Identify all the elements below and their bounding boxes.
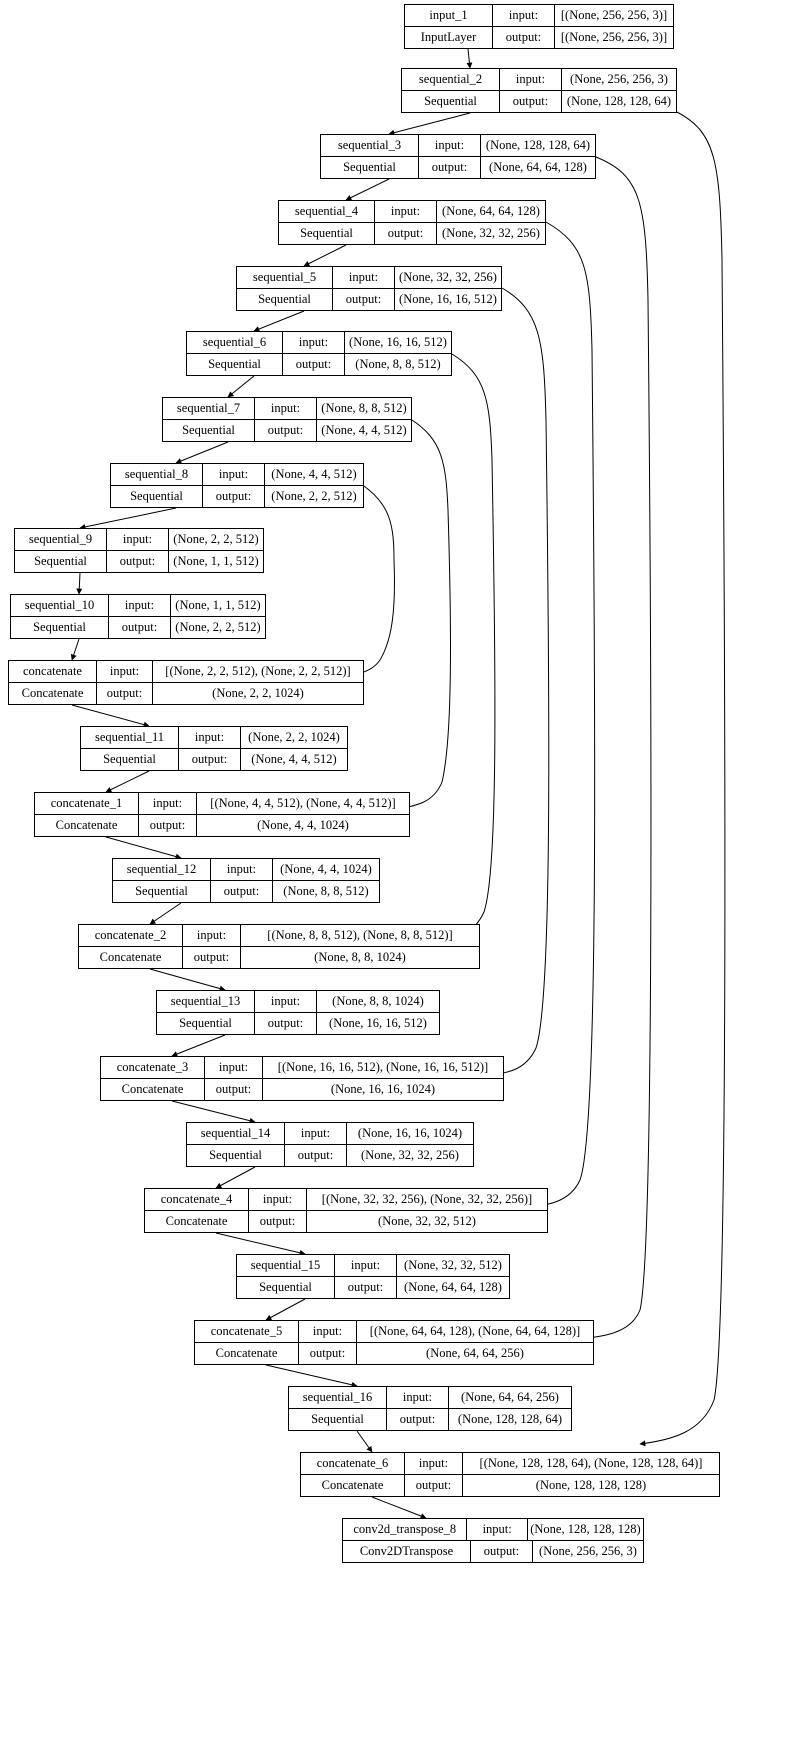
output-label: output:: [255, 1013, 317, 1035]
layer-class: Concatenate: [9, 683, 97, 705]
layer-name: sequential_14: [187, 1123, 285, 1144]
input-label: input:: [255, 991, 317, 1012]
output-shape: (None, 2, 2, 512): [175, 620, 261, 634]
output-label: output:: [203, 486, 265, 508]
input-label: input:: [333, 267, 395, 288]
layer-node-sequential_8: [110, 463, 364, 508]
layer-node-sequential_16: [288, 1386, 572, 1431]
layer-name: sequential_6: [187, 332, 283, 353]
output-label: output:: [333, 289, 395, 311]
input-shape: (None, 64, 64, 256): [461, 1390, 559, 1404]
layer-class: Sequential: [163, 420, 255, 442]
layer-node-concatenate_4: [144, 1188, 548, 1233]
output-label: output:: [109, 617, 171, 639]
input-shape: [(None, 64, 64, 128), (None, 64, 64, 128)]: [369, 1324, 581, 1338]
input-shape: [(None, 8, 8, 512), (None, 8, 8, 512)]: [267, 928, 453, 942]
input-label: input:: [405, 1453, 463, 1474]
output-label: output:: [97, 683, 153, 705]
output-shape: (None, 32, 32, 256): [442, 226, 540, 240]
input-label: input:: [375, 201, 437, 222]
input-shape: (None, 32, 32, 512): [404, 1258, 502, 1272]
output-shape: (None, 256, 256, 3): [539, 1544, 637, 1558]
layer-node-input_1: [404, 4, 674, 49]
output-label: output:: [387, 1409, 449, 1431]
layer-class: Concatenate: [35, 815, 139, 837]
layer-name: input_1: [405, 5, 493, 26]
layer-node-sequential_13: [156, 990, 440, 1035]
output-label: output:: [419, 157, 481, 179]
input-shape: (None, 8, 8, 1024): [332, 994, 424, 1008]
layer-class: Sequential: [11, 617, 109, 639]
output-shape: (None, 2, 2, 512): [271, 489, 357, 503]
layer-name: concatenate_6: [301, 1453, 405, 1474]
input-label: input:: [109, 595, 171, 616]
input-shape: [(None, 16, 16, 512), (None, 16, 16, 512)]: [277, 1060, 489, 1074]
output-label: output:: [107, 551, 169, 573]
output-label: output:: [405, 1475, 463, 1497]
output-shape: (None, 4, 4, 1024): [257, 818, 349, 832]
output-shape: (None, 16, 16, 512): [329, 1016, 427, 1030]
layer-class: Sequential: [402, 91, 500, 113]
layer-class: Sequential: [237, 1277, 335, 1299]
layer-name: concatenate_5: [195, 1321, 299, 1342]
output-shape: (None, 4, 4, 512): [321, 423, 407, 437]
output-shape: (None, 8, 8, 1024): [314, 950, 406, 964]
layer-name: sequential_15: [237, 1255, 335, 1276]
input-shape: (None, 8, 8, 512): [321, 401, 407, 415]
output-shape: (None, 64, 64, 128): [489, 160, 587, 174]
input-label: input:: [299, 1321, 357, 1342]
layer-node-sequential_5: [236, 266, 502, 311]
output-label: output:: [249, 1211, 307, 1233]
input-label: input:: [205, 1057, 263, 1078]
layer-class: InputLayer: [405, 27, 493, 49]
layer-node-sequential_2: [401, 68, 677, 113]
output-shape: (None, 64, 64, 128): [404, 1280, 502, 1294]
output-label: output:: [493, 27, 555, 49]
input-shape: (None, 128, 128, 64): [485, 138, 591, 152]
layer-class: Concatenate: [301, 1475, 405, 1497]
layer-name: sequential_12: [113, 859, 211, 880]
layer-class: Concatenate: [145, 1211, 249, 1233]
layer-node-concatenate: [8, 660, 364, 705]
layer-name: sequential_10: [11, 595, 109, 616]
output-shape: (None, 4, 4, 512): [251, 752, 337, 766]
output-shape: (None, 32, 32, 512): [378, 1214, 476, 1228]
layer-name: sequential_16: [289, 1387, 387, 1408]
input-label: input:: [467, 1519, 527, 1540]
layer-node-concatenate_3: [100, 1056, 504, 1101]
input-shape: (None, 32, 32, 256): [399, 270, 497, 284]
output-shape: (None, 128, 128, 64): [566, 94, 672, 108]
layer-class: Sequential: [279, 223, 375, 245]
input-shape: [(None, 32, 32, 256), (None, 32, 32, 256)]: [321, 1192, 533, 1206]
input-shape: [(None, 4, 4, 512), (None, 4, 4, 512)]: [210, 796, 396, 810]
input-shape: (None, 4, 4, 512): [271, 467, 357, 481]
layer-name: sequential_4: [279, 201, 375, 222]
layer-class: Sequential: [187, 1145, 285, 1167]
output-shape: (None, 8, 8, 512): [283, 884, 369, 898]
layer-node-sequential_3: [320, 134, 596, 179]
input-label: input:: [179, 727, 241, 748]
layer-node-sequential_10: [10, 594, 266, 639]
layer-node-concatenate_5: [194, 1320, 594, 1365]
output-label: output:: [255, 420, 317, 442]
input-label: input:: [183, 925, 241, 946]
layer-class: Concatenate: [101, 1079, 205, 1101]
layer-name: sequential_2: [402, 69, 500, 90]
output-label: output:: [500, 91, 562, 113]
layer-name: concatenate_2: [79, 925, 183, 946]
input-shape: (None, 2, 2, 1024): [248, 730, 340, 744]
input-label: input:: [203, 464, 265, 485]
layer-node-concatenate_6: [300, 1452, 720, 1497]
layer-class: Sequential: [237, 289, 333, 311]
layer-name: sequential_8: [111, 464, 203, 485]
layer-name: concatenate: [9, 661, 97, 682]
layer-name: concatenate_1: [35, 793, 139, 814]
layer-node-sequential_12: [112, 858, 380, 903]
input-shape: (None, 256, 256, 3): [570, 72, 668, 86]
input-label: input:: [493, 5, 555, 26]
input-shape: (None, 128, 128, 128): [530, 1522, 641, 1536]
output-label: output:: [299, 1343, 357, 1365]
output-shape: (None, 64, 64, 256): [426, 1346, 524, 1360]
output-shape: (None, 128, 128, 128): [535, 1478, 647, 1492]
input-shape: (None, 1, 1, 512): [175, 598, 261, 612]
layer-name: sequential_5: [237, 267, 333, 288]
input-shape: (None, 64, 64, 128): [442, 204, 540, 218]
layer-node-concatenate_1: [34, 792, 410, 837]
input-label: input:: [419, 135, 481, 156]
output-label: output:: [375, 223, 437, 245]
layer-class: Sequential: [289, 1409, 387, 1431]
layer-name: conv2d_transpose_8: [343, 1519, 467, 1540]
input-label: input:: [211, 859, 273, 880]
layer-class: Sequential: [113, 881, 211, 903]
output-shape: [(None, 256, 256, 3)]: [560, 30, 668, 44]
layer-node-sequential_14: [186, 1122, 474, 1167]
layer-name: sequential_11: [81, 727, 179, 748]
layer-class: Sequential: [187, 354, 283, 376]
layer-name: concatenate_4: [145, 1189, 249, 1210]
layer-class: Sequential: [81, 749, 179, 771]
input-shape: [(None, 256, 256, 3)]: [560, 8, 668, 22]
layer-node-sequential_4: [278, 200, 546, 245]
layer-name: sequential_13: [157, 991, 255, 1012]
output-shape: (None, 16, 16, 1024): [330, 1082, 436, 1096]
input-shape: [(None, 128, 128, 64), (None, 128, 128, 64)]: [479, 1456, 703, 1470]
output-label: output:: [183, 947, 241, 969]
output-label: output:: [139, 815, 197, 837]
output-label: output:: [205, 1079, 263, 1101]
output-shape: (None, 32, 32, 256): [361, 1148, 459, 1162]
output-label: output:: [285, 1145, 347, 1167]
layer-node-sequential_9: [14, 528, 264, 573]
input-label: input:: [335, 1255, 397, 1276]
input-shape: (None, 2, 2, 512): [173, 532, 259, 546]
input-label: input:: [249, 1189, 307, 1210]
output-shape: (None, 128, 128, 64): [457, 1412, 563, 1426]
layer-node-sequential_15: [236, 1254, 510, 1299]
layer-name: sequential_7: [163, 398, 255, 419]
input-shape: [(None, 2, 2, 512), (None, 2, 2, 512)]: [165, 664, 351, 678]
input-label: input:: [285, 1123, 347, 1144]
layer-class: Conv2DTranspose: [343, 1541, 471, 1563]
output-label: output:: [283, 354, 345, 376]
input-label: input:: [107, 529, 169, 550]
layer-node-concatenate_2: [78, 924, 480, 969]
layer-name: sequential_9: [15, 529, 107, 550]
layer-name: concatenate_3: [101, 1057, 205, 1078]
layer-class: Sequential: [15, 551, 107, 573]
layer-class: Sequential: [111, 486, 203, 508]
input-label: input:: [283, 332, 345, 353]
output-shape: (None, 1, 1, 512): [173, 554, 259, 568]
input-shape: (None, 16, 16, 512): [349, 335, 447, 349]
layer-class: Sequential: [321, 157, 419, 179]
input-label: input:: [387, 1387, 449, 1408]
layer-node-sequential_11: [80, 726, 348, 771]
output-label: output:: [335, 1277, 397, 1299]
input-label: input:: [139, 793, 197, 814]
layer-class: Concatenate: [79, 947, 183, 969]
input-label: input:: [97, 661, 153, 682]
layer-node-conv2d_transpose_8: [342, 1518, 644, 1563]
input-shape: (None, 16, 16, 1024): [357, 1126, 463, 1140]
layer-name: sequential_3: [321, 135, 419, 156]
layer-node-sequential_7: [162, 397, 412, 442]
input-label: input:: [500, 69, 562, 90]
layer-class: Sequential: [157, 1013, 255, 1035]
input-shape: (None, 4, 4, 1024): [280, 862, 372, 876]
output-shape: (None, 8, 8, 512): [355, 357, 441, 371]
output-shape: (None, 2, 2, 1024): [212, 686, 304, 700]
layer-class: Concatenate: [195, 1343, 299, 1365]
input-label: input:: [255, 398, 317, 419]
output-label: output:: [471, 1541, 533, 1563]
layer-node-sequential_6: [186, 331, 452, 376]
output-label: output:: [179, 749, 241, 771]
output-label: output:: [211, 881, 273, 903]
output-shape: (None, 16, 16, 512): [399, 292, 497, 306]
